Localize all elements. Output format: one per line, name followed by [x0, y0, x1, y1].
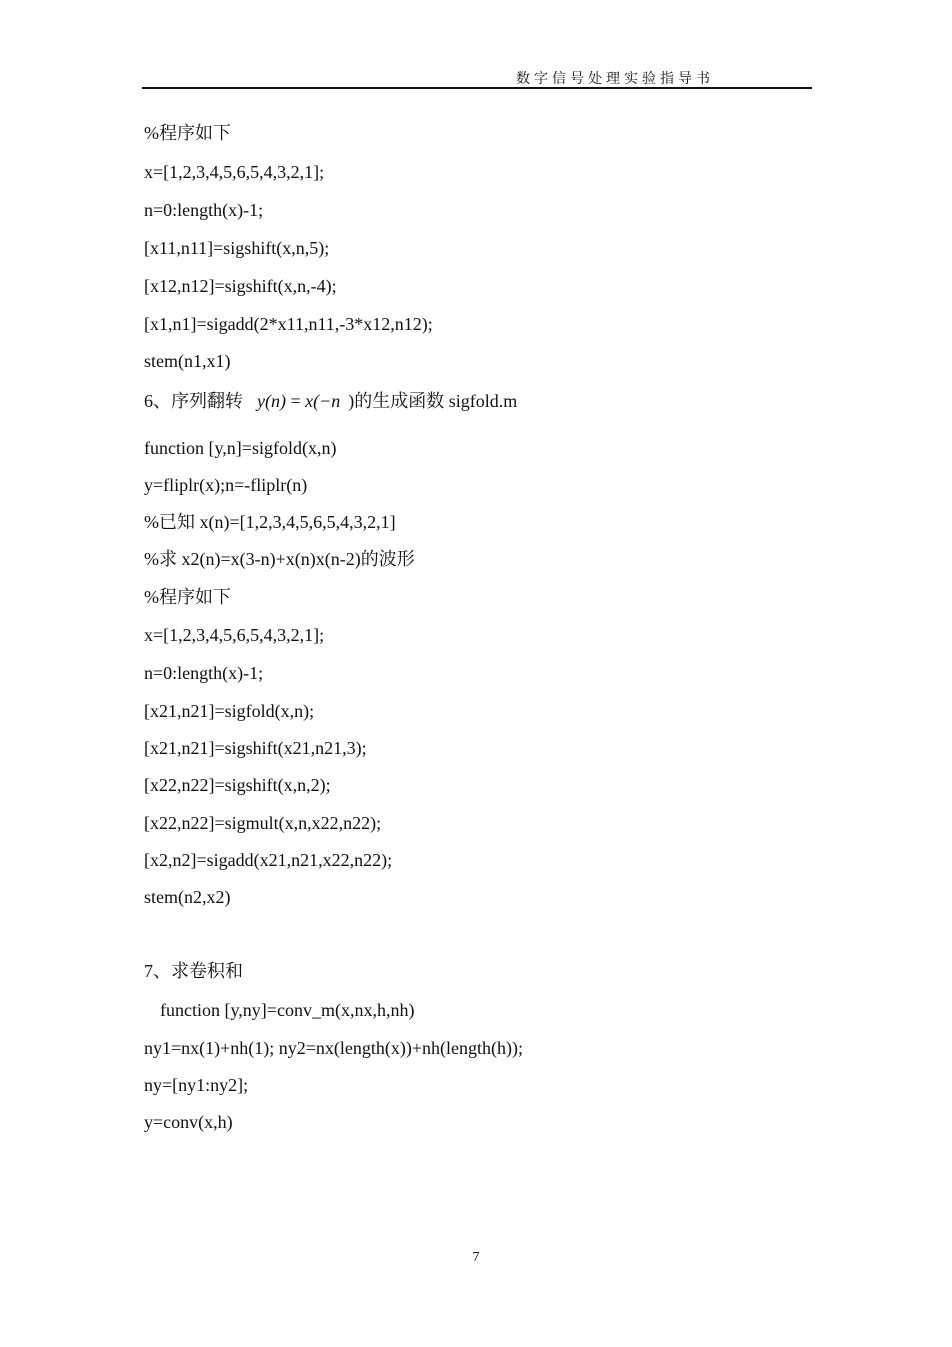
code-line: x=[1,2,3,4,5,6,5,4,3,2,1];	[144, 625, 325, 645]
code-line: function [y,ny]=conv_m(x,nx,h,nh)	[160, 1000, 415, 1020]
code-line: [x22,n22]=sigshift(x,n,2);	[144, 775, 331, 795]
code-line: [x12,n12]=sigshift(x,n,-4);	[144, 276, 337, 296]
code-line: function [y,n]=sigfold(x,n)	[144, 438, 337, 458]
code-line: y=fliplr(x);n=-fliplr(n)	[144, 475, 308, 495]
equation-sign: =	[290, 391, 301, 411]
comment-line: %程序如下	[144, 587, 231, 607]
code-line: ny=[ny1:ny2];	[144, 1075, 249, 1095]
comment-line: %程序如下	[144, 123, 231, 143]
code-line: [x22,n22]=sigmult(x,n,x22,n22);	[144, 813, 382, 833]
running-header: 数字信号处理实验指导书	[516, 72, 714, 87]
code-line: [x21,n21]=sigfold(x,n);	[144, 701, 315, 721]
section-6-prefix: 6、序列翻转	[144, 391, 243, 411]
section-6-suffix: )的生成函数 sigfold.m	[348, 391, 518, 411]
fold-equation	[257, 391, 340, 411]
header-divider	[142, 87, 812, 89]
code-line: n=0:length(x)-1;	[144, 200, 264, 220]
comment-line: %已知 x(n)=[1,2,3,4,5,6,5,4,3,2,1]	[144, 512, 396, 532]
code-line: x=[1,2,3,4,5,6,5,4,3,2,1];	[144, 162, 325, 182]
code-line: y=conv(x,h)	[144, 1112, 233, 1132]
code-line: [x1,n1]=sigadd(2*x11,n11,-3*x12,n12);	[144, 314, 433, 334]
comment-line: %求 x2(n)=x(3-n)+x(n)x(n-2)的波形	[144, 549, 415, 569]
section-heading-7: 7、求卷积和	[144, 961, 243, 981]
code-line: n=0:length(x)-1;	[144, 663, 264, 683]
section-heading-6	[144, 390, 517, 412]
code-line: [x11,n11]=sigshift(x,n,5);	[144, 238, 330, 258]
equation-right: x(−n	[305, 391, 341, 411]
code-line: [x2,n2]=sigadd(x21,n21,x22,n22);	[144, 850, 393, 870]
equation-left: y(n)	[257, 391, 286, 411]
code-line: [x21,n21]=sigshift(x21,n21,3);	[144, 738, 367, 758]
code-line: stem(n1,x1)	[144, 351, 231, 371]
code-line: stem(n2,x2)	[144, 887, 231, 907]
page-number: 7	[472, 1250, 480, 1265]
code-line: ny1=nx(1)+nh(1); ny2=nx(length(x))+nh(length(h));	[144, 1038, 524, 1058]
